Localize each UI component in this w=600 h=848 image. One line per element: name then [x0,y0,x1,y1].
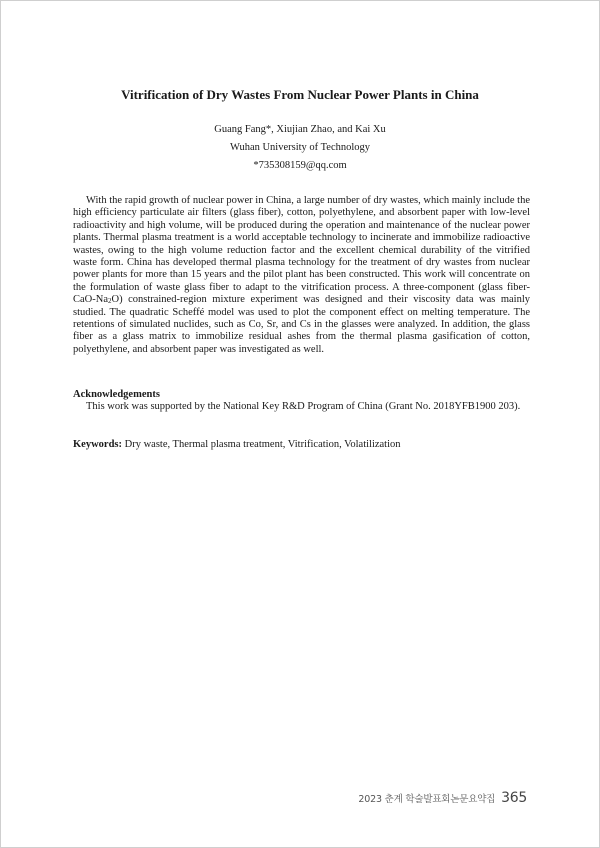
affiliation: Wuhan University of Technology [229,142,371,153]
corresponding-email: *735308159@qq.com [253,160,347,171]
proceedings-title: 2023 춘계 학술발표회논문요약집 [358,794,496,805]
abstract-paragraph [73,195,530,356]
page-footer [358,790,527,806]
keywords-line [73,438,530,451]
abstract-subscript: 2 [108,297,112,306]
author-list: Guang Fang*, Xiujian Zhao, and Kai Xu [214,124,386,135]
acknowledgements-text: This work was supported by the National Key R&D Program of China (Grant No. 2018YFB1900 203). [86,401,521,412]
page-number: 365 [501,790,527,806]
keywords-label: Keywords: [73,439,122,450]
keywords-text: Dry waste, Thermal plasma treatment, Vitrification, Volatilization [122,439,401,450]
abstract-text-part-1: With the rapid growth of nuclear power in China, a large number of dry wastes, which mainly include the high efficiency particulate air filters (glass fiber), cotton, polyethylene, and absorbent paper with low-level radioactivity and high volume, will be produced during the operation and maintenance of the nuclear power plants. Thermal plasma treatment is a world acceptable technology to incinerate and immobilize radioactive wastes, owing to the high volume reduction factor and the excellent chemical durability of the vitrified waste form. China has developed thermal plasma technology for the treatment of dry wastes from nuclear power plants for more than 15 years and the pilot plant has been constructed. This work will concentrate on the formulation of waste glass fiber to adapt to the vitrification process. A three-component (glass fiber-CaO-Na [73,195,530,306]
paper-title: Vitrification of Dry Wastes From Nuclear Power Plants in China [121,87,479,102]
acknowledgements-heading: Acknowledgements [73,389,160,400]
abstract-text-part-2: O) constrained-region mixture experiment was designed and their viscosity data was mainly studied. The quadratic Scheffé model was used to plot the component effect on melting temperature. The retentions of simulated nuclides, such as Co, Sr, and Cs in the glasses were analyzed. In addition, the glass fiber as a glass matrix to immobilize residual ashes from the thermal plasma gasification of cotton, polyethylene, and absorbent paper was investigated as well. [73,294,530,355]
